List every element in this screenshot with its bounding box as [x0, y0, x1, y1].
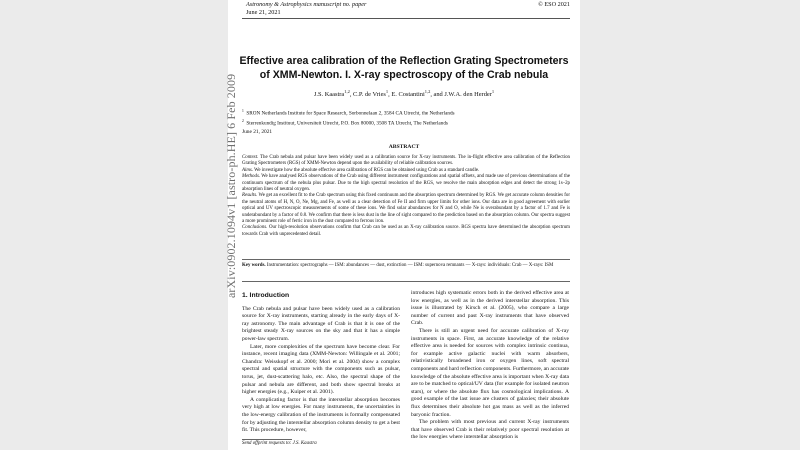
author-list	[228, 89, 580, 98]
footnote: Send offprint requests to: J.S. Kaastra	[242, 441, 317, 446]
author-name: , C.P. de Vries	[349, 91, 386, 99]
section-heading: 1. Introduction	[242, 292, 290, 299]
abstract-body	[242, 155, 570, 238]
paragraph: The Crab nebula and pulsar have been widely used as a calibration source for X-ray instruments, starting already in the early days of X-ray astronomy. The main advantage of Crab is that it is one of the brightest steady X-ray sources on the sky and that it has a simple power-law spectrum.	[242, 305, 400, 342]
keywords-block	[242, 263, 570, 269]
affiliation-number: 2	[242, 118, 244, 123]
paper-title	[238, 54, 570, 82]
paragraph: introduces high systematic errors both in the derived effective area at low energies, as well as in the derived interstellar absorption. This issue is illustrated by Kirsch et al. (2005), who compare a large number of current and past X-ray instruments that have observed Crab.	[411, 290, 569, 327]
abstract-heading: ABSTRACT	[388, 144, 420, 150]
affiliation-text: SRON Netherlands Institute for Space Research, Sorbonnelaan 2, 3584 CA Utrecht, the Netherlands	[246, 110, 455, 117]
title-line: of XMM-Newton. I. X-ray spectroscopy of the Crab nebula	[259, 69, 549, 81]
keywords-text: Instrumentation: spectrographs — ISM: abundances — dust, extinction — ISM: supernova remnants — X-rays: individuals: Crab — X-rays: ISM	[265, 263, 554, 268]
abstract-text: The Crab nebula and pulsar have been widely used as a calibration source for X-ray instruments. The in-flight effective area calibration of the Reflection Grating Spectrometers (RGS) of XMM-Newton depend upon the availability of reliable calibration sources.	[242, 155, 570, 167]
abstract-label: Conclusions.	[242, 225, 268, 231]
paper-page	[228, 0, 580, 450]
received-date: June 21, 2021	[242, 129, 273, 135]
abstract-label: Context.	[242, 155, 259, 160]
affiliation-item	[242, 108, 455, 118]
author-affil-marker: 1	[385, 89, 389, 94]
abstract-text: We get an excellent fit to the Crab spectrum using this fixed continuum and the absorption spectrum determined by RGS. We get accurate column densities for the neutral atoms of H, N, O, Ne, Mg, and Fe, as well as a clear detection of Fe II and firm upper limits for other ions. Our data are in good agreement with earlier optical and UV spectroscopic measurements of some of these ions. We find solar abundances for N and O, while Ne is overabundant by a factor of 1.7 and Fe is underabundant by a factor of 0.8. We confirm that there is less dust in the line of sight compared to the prediction based on the absorption column. Our spectra suggest a more prominent role of ferric iron in the dust compared to ferrous iron.	[242, 193, 570, 225]
journal-name: Astronomy & Astrophysics manuscript no. paper	[246, 1, 367, 8]
author-affil-marker: 1	[491, 89, 495, 94]
paragraph: A complicating factor is that the interstellar absorption becomes very high at low energies. For many instruments, the uncertainties in the low-energy calibration of the instruments is formally compensated for by adjusting the interstellar absorption column density to get a best fit. This procedure, however,	[242, 396, 400, 434]
abstract-label: Results.	[242, 193, 258, 199]
keywords-bottom-rule	[242, 281, 570, 282]
abstract-label: Methods.	[242, 174, 261, 180]
abstract-conclusions	[242, 225, 570, 238]
abstract-label: Aims.	[242, 167, 254, 173]
paragraph: Later, more complexities of the spectrum have become clear. For instance, recent imaging data (XMM-Newton: Willingale et al. 2001; Chandra: Weisskopf et al. 2000; Mori et al. 2004) show a complex spectral and spatial structure with the components such as pulsar, torus, jet, dust-scattering halo, etc. Also, the spectral shape of the pulsar and nebula are different, and both show spectral breaks at higher energies (e.g., Kuiper et al. 2001).	[242, 343, 400, 396]
author-name: J.S. Kaastra	[313, 91, 345, 99]
abstract-methods	[242, 174, 570, 193]
author-affil-marker: 1,2	[344, 89, 350, 94]
abstract-results	[242, 193, 570, 225]
right-column	[411, 290, 569, 442]
title-line: Effective area calibration of the Reflection Grating Spectrometers	[239, 55, 569, 67]
affiliation-text: Sterrenkundig Instituut, Universiteit Utrecht, P.O. Box 80000, 3508 TA Utrecht, The Netherlands	[246, 120, 448, 127]
abstract-text: We investigate how the absolute effective area calibration of RGS can be obtained using Crab as a standard candle.	[253, 167, 480, 173]
author-name: , E. Costantini	[388, 91, 425, 99]
affiliations	[242, 108, 455, 127]
footnote-rule	[242, 439, 292, 440]
keywords-top-rule	[242, 259, 570, 260]
affiliation-number: 1	[242, 109, 244, 113]
author-name: , and J.W.A. den Herder	[430, 91, 492, 99]
abstract-text: We have analysed RGS observations of the Crab using different instrument configurations and spatial offsets, and made use of previous determinations of the continuum spectrum of the nebula plus pulsar. Due to the high spectral resolution of the RGS, we resolve the main absorption edges and detect the strong 1s–2p absorption lines of neutral oxygen.	[242, 174, 570, 193]
header-date: June 21, 2021	[246, 9, 281, 16]
paragraph: There is still an urgent need for accurate calibration of X-ray instruments in space. First, an accurate knowledge of the relative effective area is needed for sources with complex intrinsic continua, for example active galactic nuclei with warm absorbers, relativistically broadened iron or oxygen lines, soft spectral components and hard reflection components. Furthermore, an accurate knowledge of the absolute effective area is important when X-ray data are to be matched to optical/UV data (for example for isolated neutron stars), or where the absolute flux has cosmological implications. A good example of the last issue are clusters of galaxies; their absolute flux determines their absolute hot gas mass as well as the inferred baryonic fraction.	[411, 327, 569, 418]
left-column	[242, 292, 400, 435]
arxiv-stamp: arXiv:0902.1094v1 [astro-ph.HE] 6 Feb 2009	[224, 73, 238, 298]
abstract-text: Our high-resolution observations confirm that Crab can be used as an X-ray calibration source. RGS spectra have determined the absorption spectrum towards Crab with unprecedented detail.	[242, 225, 570, 237]
header-rule	[242, 18, 570, 19]
affiliation-item	[242, 118, 455, 128]
author-affil-marker: 1,2	[424, 89, 431, 94]
abstract-context	[242, 155, 570, 168]
copyright-notice: © ESO 2021	[538, 1, 570, 8]
running-header	[246, 1, 366, 17]
paragraph: The problem with most previous and current X-ray instruments that have observed Crab is their relatively poor spectral resolution at the low energies where interstellar absorption is	[411, 419, 569, 441]
keywords-label: Key words.	[242, 263, 266, 268]
